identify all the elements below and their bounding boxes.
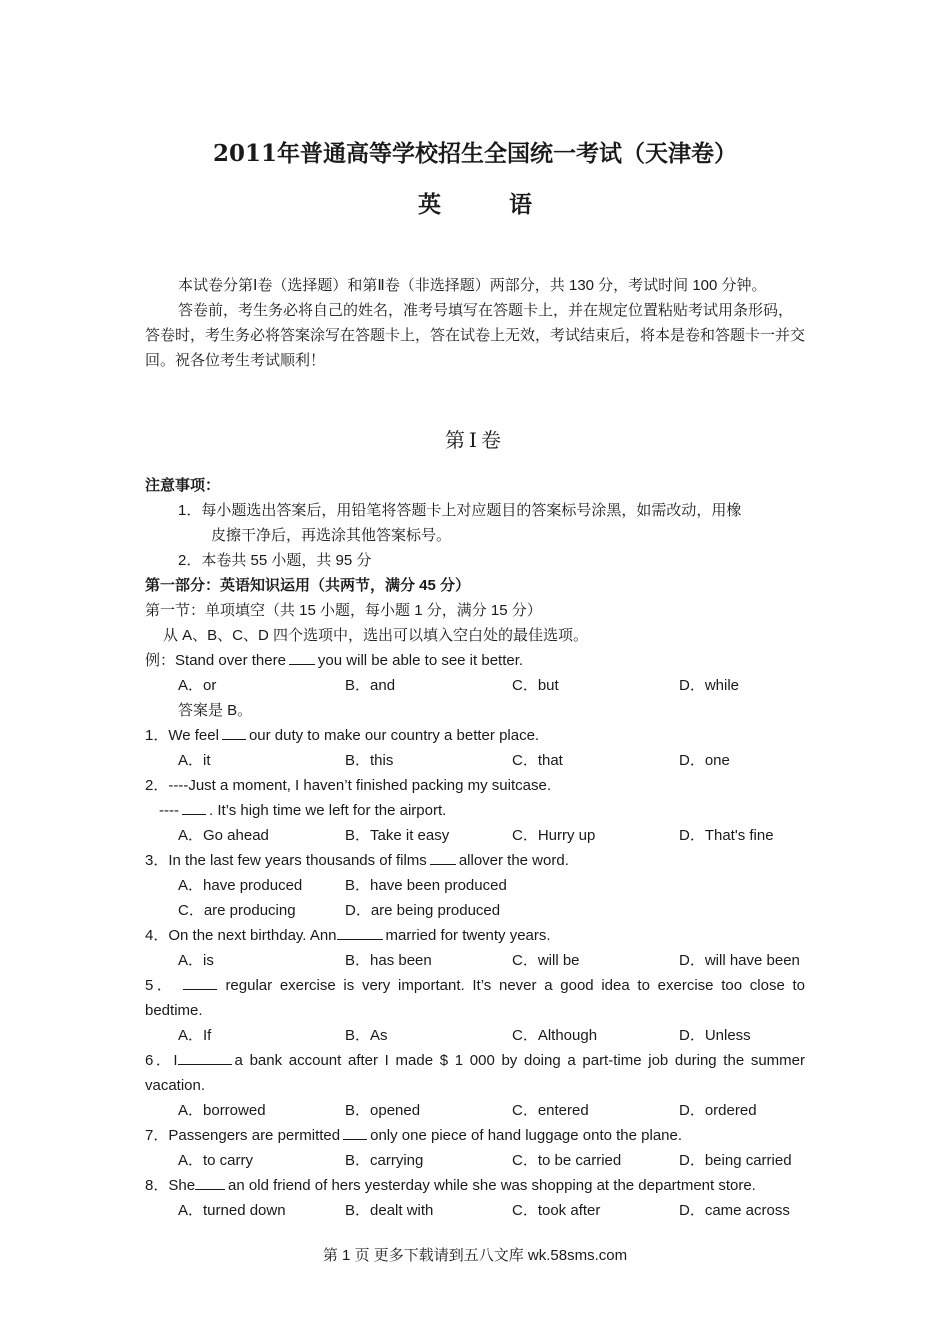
- question-4-stem: [145, 923, 551, 948]
- question-5-option-c: C．Although: [512, 1027, 598, 1044]
- question-5-option-b: B．As: [345, 1027, 388, 1044]
- answer-blank: [430, 848, 456, 865]
- question-7-option-d: D．being carried: [679, 1152, 792, 1169]
- question-6-stem-b: a bank account after I made $ 1 000 by doing a part-time job during the summer: [234, 1052, 806, 1069]
- question-8-option-b: B．dealt with: [345, 1202, 434, 1219]
- section1-heading: 第一节：单项填空（共 15 小题，每小题 1 分，满分 15 分）: [145, 602, 542, 619]
- question-4-option-d: D．will have been: [679, 952, 800, 969]
- example-stem-a: Stand over there: [175, 652, 286, 669]
- question-6-option-c: C．entered: [512, 1102, 589, 1119]
- question-4-option-a: A．is: [178, 952, 214, 969]
- question-6-option-b: B．opened: [345, 1102, 421, 1119]
- question-2-option-a: A．Go ahead: [178, 827, 269, 844]
- part1-heading: 第一部分：英语知识运用（共两节，满分 45 分）: [145, 577, 471, 594]
- example-option-b: B．and: [345, 677, 396, 694]
- question-2-option-b: B．Take it easy: [345, 827, 450, 844]
- subject-title: 英 语: [417, 191, 562, 218]
- question-8-stem: [145, 1173, 756, 1198]
- question-1-stem-b: our duty to make our country a better place.: [248, 727, 540, 744]
- question-number: 6．: [145, 1052, 174, 1069]
- page-title: 2011年普通高等学校招生全国统一考试（天津卷）: [212, 140, 737, 167]
- answer-blank: [183, 973, 217, 990]
- notes-heading: 注意事项：: [145, 477, 221, 494]
- intro-paragraph-2: 答卷前，考生务必将自己的姓名，准考号填写在答题卡上，并在规定位置粘贴考试用条形码，答卷时，考生务必将答案涂写在答题卡上，答在试卷上无效，考试结束后，将本是卷和答题卡一并交回。祝各位考生考试顺利！: [145, 302, 806, 369]
- notes-item-1: [178, 498, 806, 548]
- question-2-line-1: ----Just a moment, I haven’t finished packing my suitcase.: [168, 777, 551, 794]
- intro-paragraphs: [145, 273, 805, 373]
- notes-item-2: 2．本卷共 55 小题，共 95 分: [178, 552, 372, 569]
- question-6-option-d: D．ordered: [679, 1102, 757, 1119]
- question-4-option-b: B．has been: [345, 952, 432, 969]
- question-8-stem-b: an old friend of hers yesterday while she was shopping at the department store.: [228, 1177, 756, 1194]
- volume-title: 第Ⅰ卷: [445, 428, 505, 452]
- answer-blank: [178, 1048, 232, 1065]
- example-option-c: C．but: [512, 677, 559, 694]
- question-5-stem-b: bedtime.: [145, 1002, 203, 1019]
- notes-item-1-text: 每小题选出答案后，用铅笔将答题卡上对应题目的答案标号涂黑，如需改动，用橡: [201, 502, 742, 519]
- question-2-line-2a: ----: [159, 802, 179, 819]
- question-number: 5．: [145, 977, 176, 994]
- question-4-option-c: C．will be: [512, 952, 580, 969]
- question-number: 2．: [145, 777, 169, 794]
- question-7-stem-a: Passengers are permitted: [168, 1127, 341, 1144]
- question-2-line-2b: . It’s high time we left for the airport.: [208, 802, 447, 819]
- example-option-d: D．while: [679, 677, 740, 694]
- answer-blank: [337, 923, 383, 940]
- question-4-stem-b: married for twenty years.: [385, 927, 551, 944]
- answer-blank: [289, 648, 315, 665]
- question-2-option-c: C．Hurry up: [512, 827, 596, 844]
- question-7-stem: [145, 1123, 682, 1148]
- section1-instruction: 从 A、B、C、D 四个选项中，选出可以填入空白处的最佳选项。: [163, 627, 589, 644]
- question-8-option-d: D．came across: [679, 1202, 790, 1219]
- question-7-option-c: C．to be carried: [512, 1152, 622, 1169]
- question-3-option-c: C．are producing: [178, 902, 296, 919]
- question-5-stem: [145, 973, 805, 1023]
- question-7-stem-b: only one piece of hand luggage onto the plane.: [370, 1127, 683, 1144]
- question-6-stem: [145, 1048, 805, 1098]
- answer-blank: [195, 1173, 225, 1190]
- answer-blank: [182, 798, 206, 815]
- notes-item-1-num: 1．: [178, 502, 202, 519]
- question-7-option-b: B．carrying: [345, 1152, 424, 1169]
- question-2-option-d: D．That's fine: [679, 827, 774, 844]
- question-1-option-c: C．that: [512, 752, 563, 769]
- question-6-option-a: A．borrowed: [178, 1102, 266, 1119]
- answer-blank: [222, 723, 246, 740]
- question-3-stem-a: In the last few years thousands of films: [168, 852, 427, 869]
- question-4-stem-a: On the next birthday. Ann: [168, 927, 337, 944]
- example-prefix: 例：: [145, 652, 176, 669]
- example-option-a: A．or: [178, 677, 217, 694]
- question-3-option-d: D．are being produced: [345, 902, 501, 919]
- question-8-option-c: C．took after: [512, 1202, 601, 1219]
- question-1-option-b: B．this: [345, 752, 394, 769]
- question-1-stem-a: We feel: [168, 727, 219, 744]
- question-3-option-a: A．have produced: [178, 877, 303, 894]
- question-8-stem-a: She: [168, 1177, 196, 1194]
- question-2-stem: [145, 773, 551, 798]
- question-6-stem-c: vacation.: [145, 1077, 206, 1094]
- page-footer: 第 1 页 更多下载请到五八文库 wk.58sms.com: [322, 1247, 628, 1264]
- example-stem-b: you will be able to see it better.: [317, 652, 524, 669]
- question-number: 4．: [145, 927, 169, 944]
- question-number: 8．: [145, 1177, 169, 1194]
- intro-paragraph-1: 本试卷分第Ⅰ卷（选择题）和第Ⅱ卷（非选择题）两部分，共 130 分，考试时间 100 分钟。: [178, 277, 767, 294]
- question-2-response: [159, 798, 446, 823]
- question-6-stem-a: I: [173, 1052, 178, 1069]
- question-number: 7．: [145, 1127, 169, 1144]
- question-8-option-a: A．turned down: [178, 1202, 286, 1219]
- question-5-option-d: D．Unless: [679, 1027, 751, 1044]
- question-5-option-a: A．If: [178, 1027, 212, 1044]
- question-5-stem-a: regular exercise is very important. It’s never a good idea to exercise too close to: [225, 977, 805, 994]
- question-3-option-b: B．have been produced: [345, 877, 507, 894]
- notes-item-1-cont: 皮擦干净后，再选涂其他答案标号。: [211, 527, 452, 544]
- example-stem: [145, 648, 523, 673]
- question-number: 3．: [145, 852, 169, 869]
- answer-blank: [343, 1123, 367, 1140]
- question-7-option-a: A．to carry: [178, 1152, 254, 1169]
- question-1-option-d: D．one: [679, 752, 730, 769]
- question-number: 1．: [145, 727, 169, 744]
- question-1-option-a: A．it: [178, 752, 211, 769]
- question-3-stem-b: allover the word.: [458, 852, 569, 869]
- example-answer: 答案是 B。: [178, 702, 253, 719]
- question-1-stem: [145, 723, 539, 748]
- question-3-stem: [145, 848, 569, 873]
